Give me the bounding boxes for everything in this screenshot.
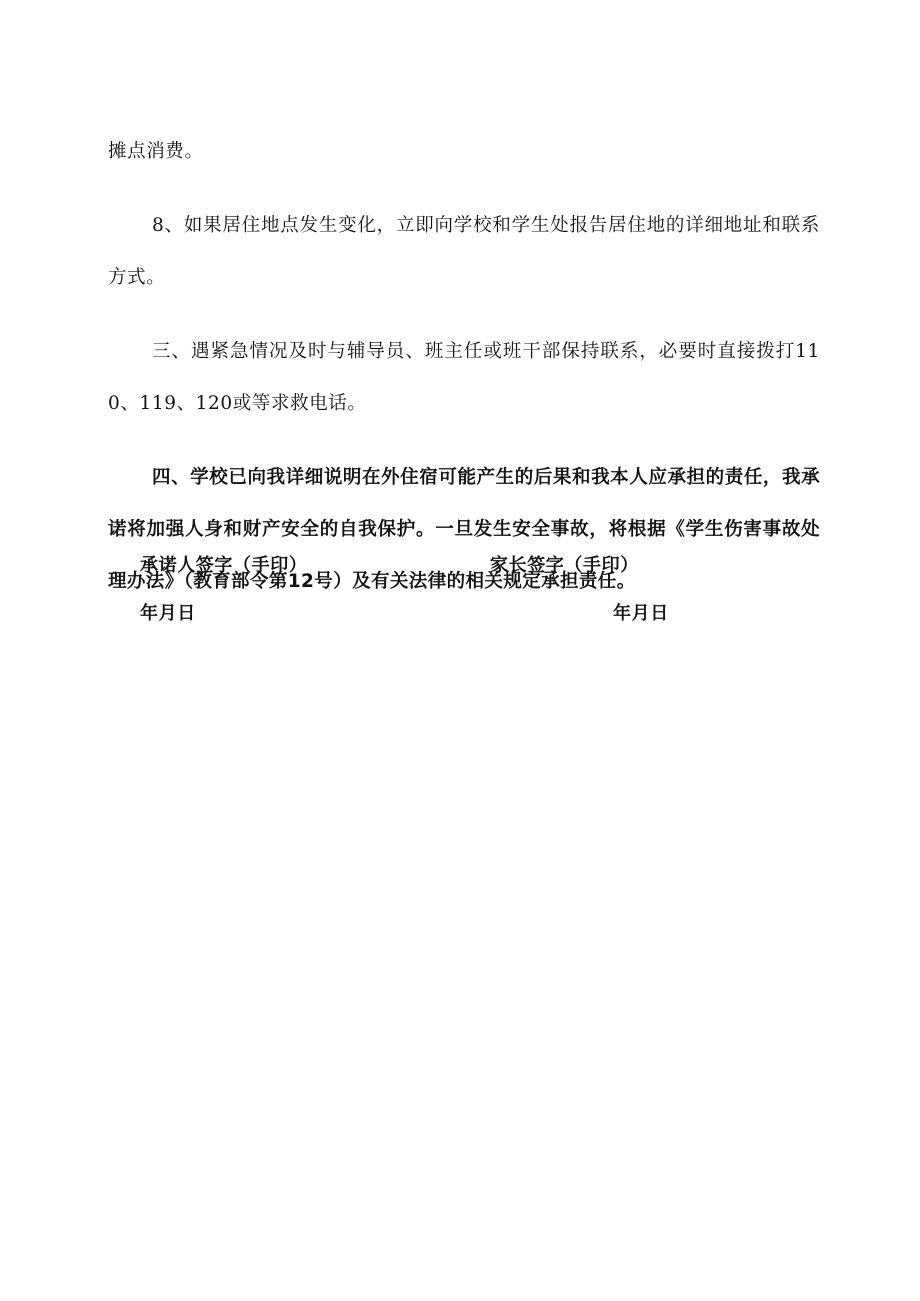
paragraph-section-3: 三、遇紧急情况及时与辅导员、班主任或班干部保持联系，必要时直接拨打110、119、120或等求救电话。 [108,341,820,414]
paragraph-item-8: 8、如果居住地点发生变化，立即向学校和学生处报告居住地的详细地址和联系方式。 [108,215,820,288]
parent-date-label: 年月日 [613,603,669,624]
signature-row [140,551,700,581]
paragraph-continuation: 摊点消费。 [108,141,204,162]
parent-signature-label: 家长签字（手印） [490,555,639,576]
paragraph-section-4: 四、学校已向我详细说明在外住宿可能产生的后果和我本人应承担的责任，我承诺将加强人身和财产安全的自我保护。一旦发生安全事故，将根据《学生伤害事故处理办法》（教育部令第12号）及有关法律的相关规定承担责任。 [108,467,820,592]
pledger-date-label: 年月日 [140,603,196,624]
pledger-signature-label: 承诺人签字（手印） [140,555,308,576]
date-row [140,599,700,629]
